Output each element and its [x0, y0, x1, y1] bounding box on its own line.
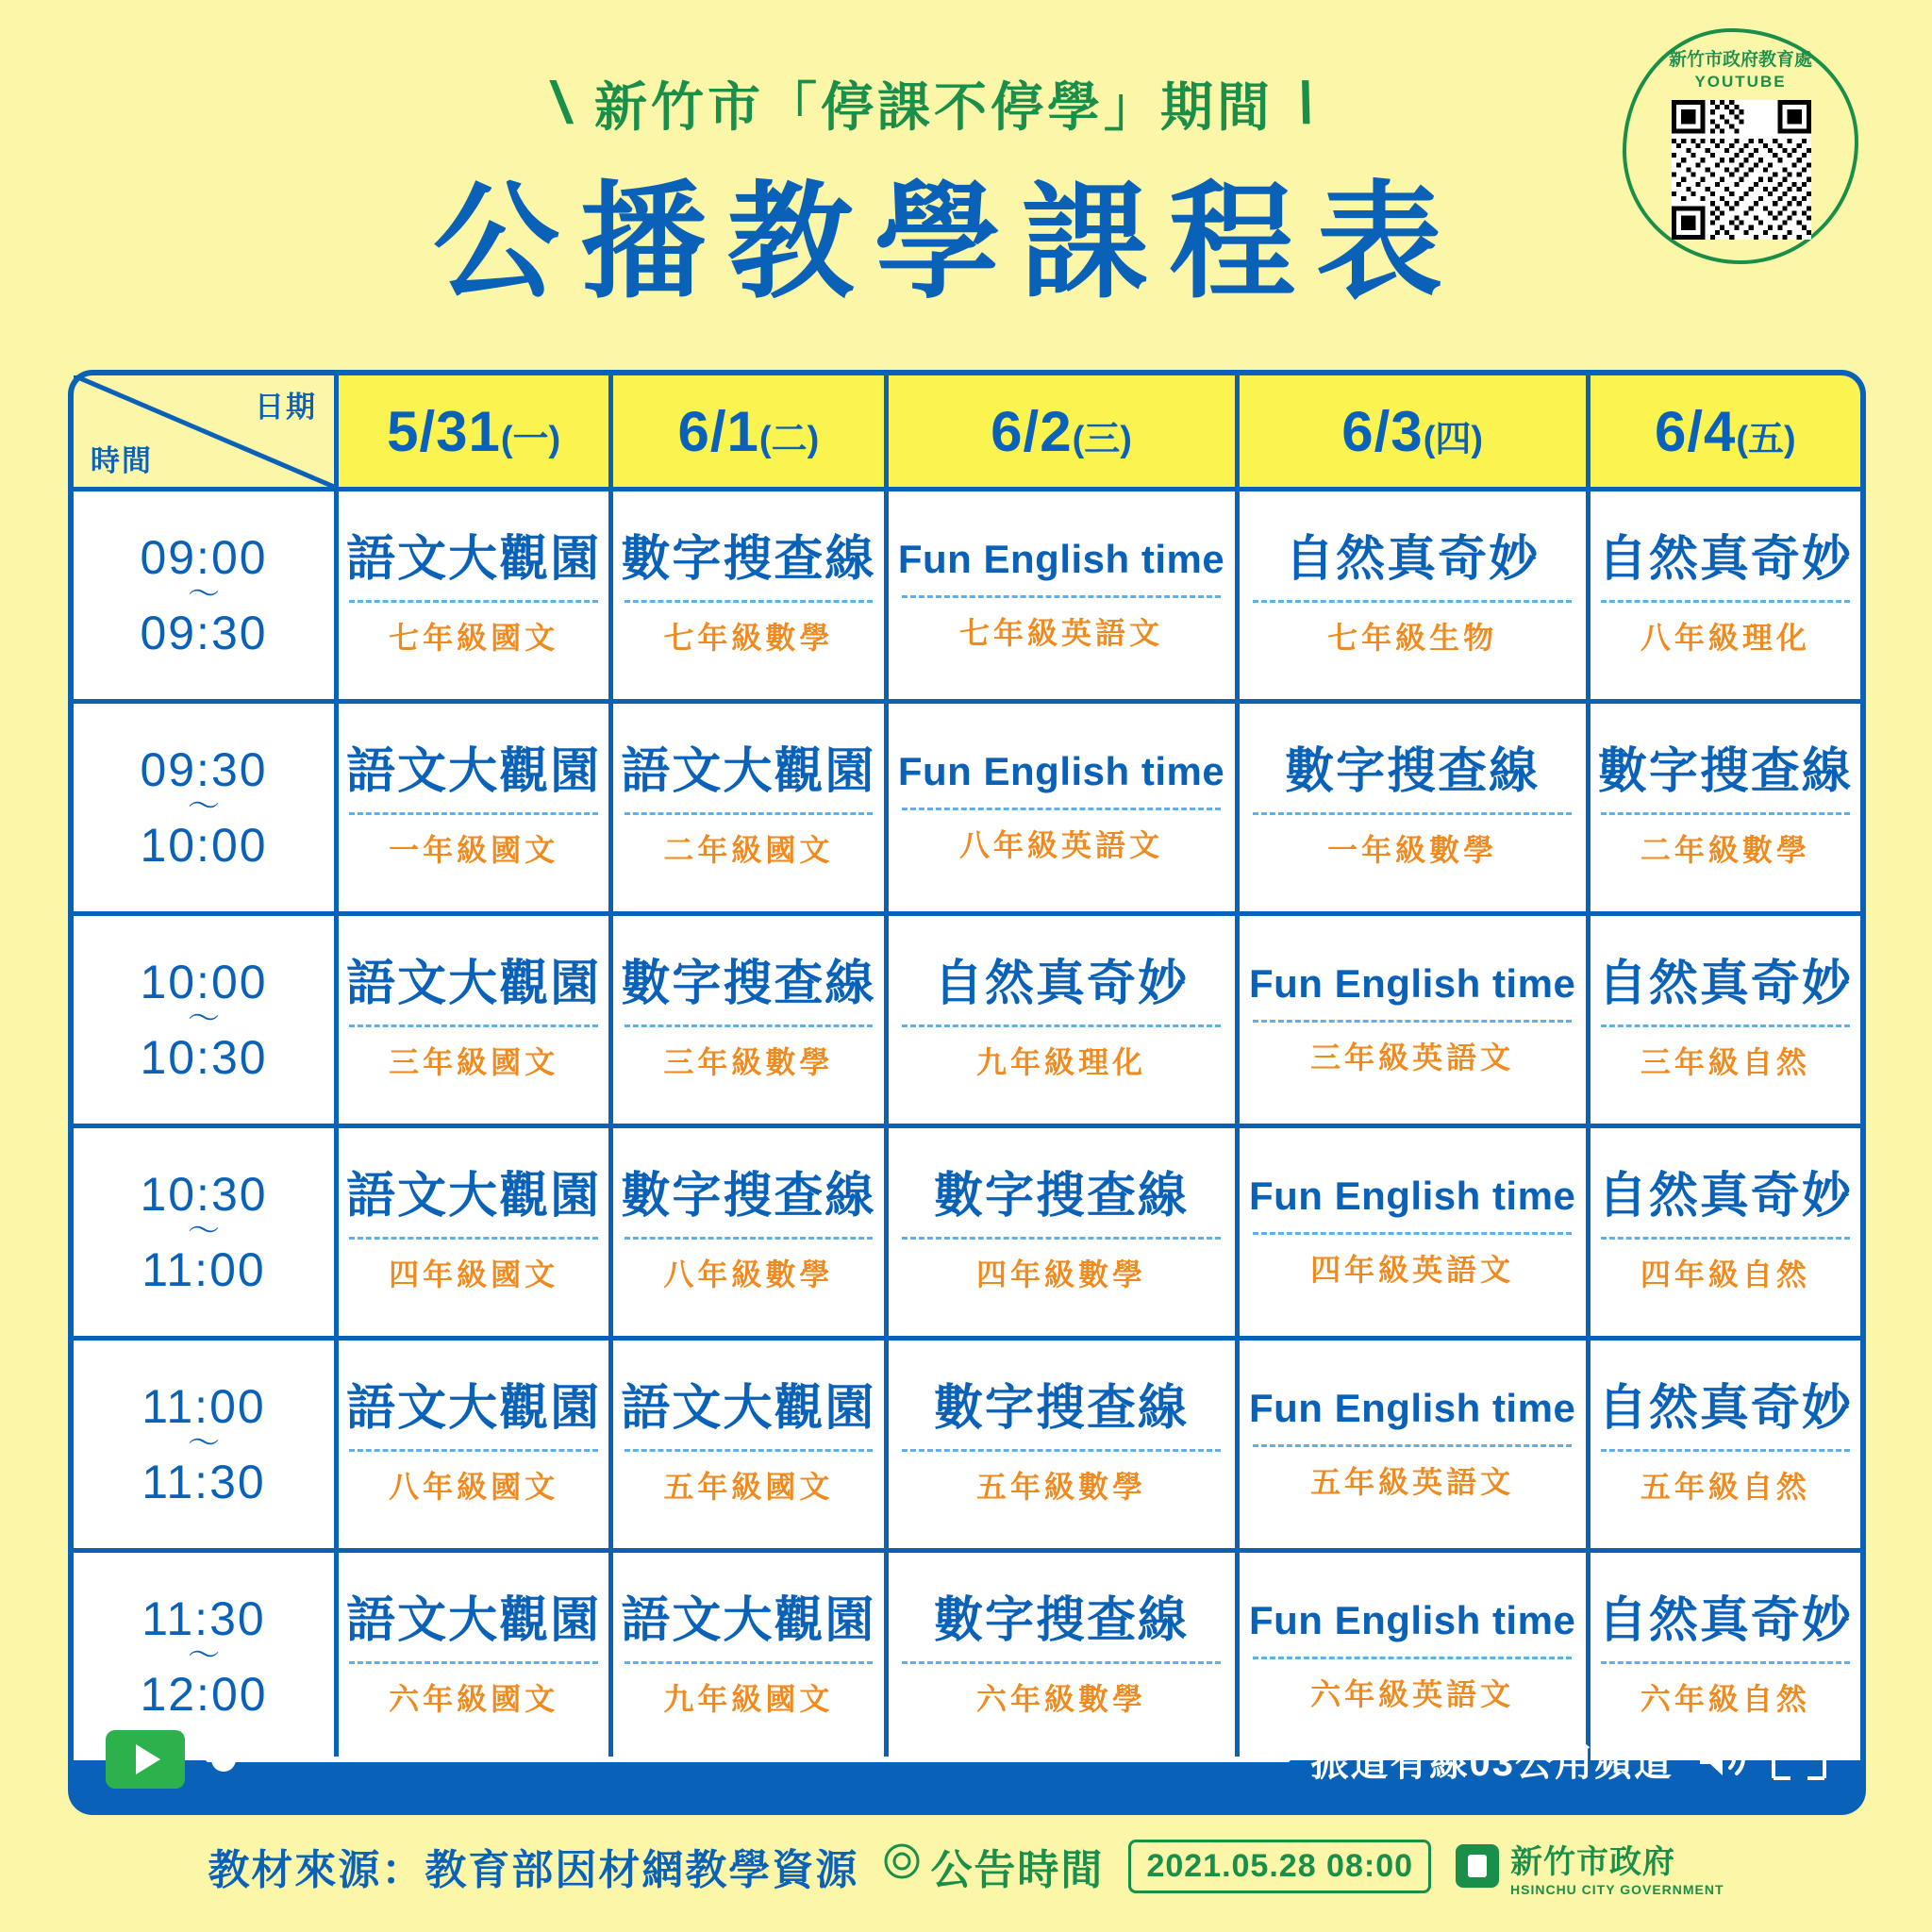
- header: [0, 0, 1932, 358]
- course-title: 數字搜查線: [934, 1592, 1190, 1648]
- course-title: Fun English time: [1248, 961, 1576, 1007]
- footer: [0, 1832, 1932, 1900]
- time-start-4: 11:00: [142, 1380, 266, 1434]
- volume-icon[interactable]: [1694, 1735, 1749, 1785]
- cell-r2-c3[interactable]: [1235, 911, 1586, 1124]
- cell-divider: [349, 1237, 597, 1240]
- course-grade: 六年級自然: [1640, 1682, 1810, 1717]
- course-grade: 八年級英語文: [959, 827, 1164, 862]
- table-row: [74, 1336, 1860, 1548]
- cell-r3-c3[interactable]: [1235, 1124, 1586, 1336]
- course-title: Fun English time: [897, 749, 1225, 794]
- cell-r2-c4[interactable]: [1586, 911, 1860, 1124]
- day-date-1: 6/1: [677, 399, 759, 463]
- cell-divider: [625, 1449, 873, 1452]
- fullscreen-icon[interactable]: [1770, 1737, 1828, 1782]
- course-grade: 六年級數學: [976, 1682, 1147, 1717]
- time-end-5: 12:00: [140, 1667, 268, 1721]
- cell-divider: [349, 600, 597, 603]
- gov-name-en: HSINCHU CITY GOVERNMENT: [1510, 1881, 1724, 1897]
- cell-r0-c4[interactable]: [1586, 487, 1860, 699]
- course-grade: 四年級自然: [1640, 1257, 1810, 1292]
- cell-divider: [625, 1661, 873, 1664]
- course-title: 語文大觀園: [346, 1380, 602, 1436]
- cell-divider: [1601, 1237, 1849, 1240]
- time-end-2: 10:30: [140, 1030, 268, 1084]
- day-weekday-4: (五): [1736, 419, 1796, 459]
- course-title: 自然真奇妙: [1597, 1380, 1853, 1436]
- course-grade: 七年級英語文: [959, 615, 1164, 650]
- time-end-4: 11:30: [142, 1455, 266, 1508]
- cell-divider: [1601, 812, 1849, 815]
- course-grade: 三年級英語文: [1310, 1040, 1515, 1074]
- course-title: 語文大觀園: [621, 743, 876, 799]
- day-header-4: [1586, 375, 1860, 487]
- course-grade: 四年級國文: [389, 1257, 559, 1292]
- time-sep-0: 〜: [188, 576, 220, 613]
- course-title: 數字搜查線: [621, 956, 876, 1011]
- table-row: [74, 699, 1860, 911]
- time-slot-2: [74, 911, 334, 1124]
- play-icon[interactable]: [106, 1730, 185, 1789]
- announce-timestamp: 2021.05.28 08:00: [1128, 1840, 1431, 1893]
- page-title: 公播教學課程表: [432, 173, 1463, 313]
- gov-logo: [1456, 1836, 1724, 1897]
- course-title: 自然真奇妙: [934, 956, 1190, 1011]
- time-end-3: 11:00: [142, 1242, 266, 1296]
- day-date-4: 6/4: [1654, 399, 1737, 463]
- cell-r0-c1[interactable]: [608, 487, 883, 699]
- course-grade: 三年級國文: [389, 1045, 559, 1080]
- course-grade: 七年級國文: [389, 621, 559, 656]
- qr-badge[interactable]: [1623, 28, 1858, 264]
- cell-divider: [902, 1661, 1221, 1664]
- course-grade: 四年級英語文: [1310, 1252, 1515, 1287]
- cell-r0-c3[interactable]: [1235, 487, 1586, 699]
- course-title: 語文大觀園: [346, 531, 602, 587]
- decor-slash-right: /: [1291, 71, 1322, 136]
- course-grade: 九年級國文: [663, 1682, 834, 1717]
- course-title: 語文大觀園: [621, 1380, 876, 1436]
- course-grade: 七年級生物: [1327, 621, 1498, 656]
- cell-r2-c1[interactable]: [608, 911, 883, 1124]
- corner-time-label: 時間: [91, 444, 153, 477]
- cell-divider: [625, 600, 873, 603]
- cell-divider: [1601, 600, 1849, 603]
- subtitle-row: [415, 66, 1453, 142]
- footer-announce: [883, 1836, 1104, 1896]
- course-grade: 八年級理化: [1640, 621, 1810, 656]
- course-title: Fun English time: [1248, 1598, 1576, 1643]
- course-grade: 六年級國文: [389, 1682, 559, 1717]
- course-grade: 五年級自然: [1640, 1470, 1810, 1505]
- cell-r3-c2[interactable]: [884, 1124, 1235, 1336]
- day-date-3: 6/3: [1341, 399, 1424, 463]
- course-grade: 三年級數學: [663, 1045, 834, 1080]
- cell-divider: [1601, 1661, 1849, 1664]
- course-grade: 九年級理化: [976, 1045, 1147, 1080]
- cell-divider: [1253, 1232, 1572, 1235]
- day-date-0: 5/31: [387, 399, 501, 463]
- day-weekday-1: (二): [758, 419, 820, 459]
- time-sep-2: 〜: [188, 1001, 220, 1038]
- cell-divider: [625, 812, 873, 815]
- cell-divider: [1253, 600, 1572, 603]
- corner-header: [74, 375, 334, 487]
- cell-r4-c2[interactable]: [884, 1336, 1235, 1548]
- qr-code-icon[interactable]: [1672, 100, 1811, 240]
- course-title: 語文大觀園: [346, 1168, 602, 1224]
- table-row: [74, 1124, 1860, 1336]
- course-title: 自然真奇妙: [1597, 531, 1853, 587]
- time-start-5: 11:30: [142, 1592, 266, 1646]
- cell-divider: [625, 1024, 873, 1027]
- gov-mark-icon: [1456, 1844, 1499, 1888]
- cell-divider: [1601, 1024, 1849, 1027]
- decor-slash-left: \: [546, 71, 577, 136]
- course-grade: 八年級國文: [389, 1470, 559, 1505]
- gov-text: [1510, 1836, 1724, 1897]
- table-row: [74, 911, 1860, 1124]
- cell-divider: [902, 1024, 1221, 1027]
- course-grade: 一年級國文: [389, 833, 559, 868]
- course-title: 數字搜查線: [621, 531, 876, 587]
- table-row: [74, 487, 1860, 699]
- time-start-3: 10:30: [140, 1168, 268, 1222]
- time-sep-4: 〜: [188, 1425, 220, 1462]
- cell-divider: [1253, 1020, 1572, 1023]
- course-title: 數字搜查線: [1597, 743, 1853, 799]
- day-weekday-2: (三): [1072, 419, 1132, 459]
- cell-divider: [902, 1237, 1221, 1240]
- qr-badge-label: [1623, 49, 1858, 92]
- schedule-panel: [68, 370, 1866, 1815]
- course-grade: 三年級自然: [1640, 1045, 1810, 1080]
- footer-source: 教材來源：教育部因材網教學資源: [208, 1847, 859, 1893]
- cell-divider: [349, 812, 597, 815]
- header-subtitle: 新竹市「停課不停學」期間: [594, 77, 1274, 137]
- cell-r4-c1[interactable]: [608, 1336, 883, 1548]
- course-title: 語文大觀園: [346, 743, 602, 799]
- cell-r4-c4[interactable]: [1586, 1336, 1860, 1548]
- player-bar: [68, 1704, 1866, 1815]
- course-title: 語文大觀園: [621, 1592, 876, 1648]
- time-sep-1: 〜: [188, 789, 220, 825]
- time-start-1: 09:30: [140, 743, 268, 797]
- day-weekday-3: (四): [1423, 419, 1483, 459]
- day-date-2: 6/2: [991, 399, 1073, 463]
- cell-r1-c4[interactable]: [1586, 699, 1860, 911]
- course-grade: 二年級國文: [663, 833, 834, 868]
- course-title: 數字搜查線: [934, 1168, 1190, 1224]
- clock-icon: [883, 1842, 921, 1890]
- course-grade: 七年級數學: [663, 621, 834, 656]
- cell-divider: [349, 1661, 597, 1664]
- time-end-1: 10:00: [140, 818, 268, 872]
- cell-r0-c2[interactable]: [884, 487, 1235, 699]
- course-grade: 五年級英語文: [1310, 1464, 1515, 1499]
- course-grade: 六年級英語文: [1310, 1676, 1515, 1711]
- course-title: 語文大觀園: [346, 956, 602, 1011]
- cell-r3-c1[interactable]: [608, 1124, 883, 1336]
- day-header-3: [1235, 375, 1586, 487]
- day-header-0: [334, 375, 608, 487]
- cell-divider: [1253, 812, 1572, 815]
- cell-r4-c0[interactable]: [334, 1336, 608, 1548]
- time-slot-1: [74, 699, 334, 911]
- course-grade: 四年級數學: [976, 1257, 1147, 1292]
- cell-divider: [625, 1237, 873, 1240]
- course-grade: 五年級數學: [976, 1470, 1147, 1505]
- cell-divider: [1253, 1657, 1572, 1659]
- course-title: Fun English time: [1248, 1386, 1576, 1431]
- time-sep-5: 〜: [188, 1638, 220, 1674]
- cell-divider: [902, 595, 1221, 598]
- cell-divider: [349, 1449, 597, 1452]
- cell-r3-c4[interactable]: [1586, 1124, 1860, 1336]
- cell-r4-c3[interactable]: [1235, 1336, 1586, 1548]
- play-triangle: [136, 1744, 160, 1774]
- footer-announce-label: 公告時間: [930, 1847, 1105, 1893]
- progress-slider[interactable]: [206, 1747, 1291, 1772]
- course-title: 自然真奇妙: [1597, 1592, 1853, 1648]
- cell-divider: [1253, 1444, 1572, 1447]
- course-grade: 一年級數學: [1327, 833, 1498, 868]
- course-title: 自然真奇妙: [1285, 531, 1541, 587]
- cell-r3-c0[interactable]: [334, 1124, 608, 1336]
- time-start-0: 09:00: [140, 531, 268, 585]
- gov-name: 新竹市政府: [1510, 1843, 1676, 1880]
- course-title: 數字搜查線: [621, 1168, 876, 1224]
- cell-r1-c0[interactable]: [334, 699, 608, 911]
- course-title: 語文大觀園: [346, 1592, 602, 1648]
- cell-r1-c3[interactable]: [1235, 699, 1586, 911]
- cell-r1-c1[interactable]: [608, 699, 883, 911]
- day-header-2: [884, 375, 1235, 487]
- time-start-2: 10:00: [140, 956, 268, 1009]
- cell-r0-c0[interactable]: [334, 487, 608, 699]
- time-slot-4: [74, 1336, 334, 1548]
- course-title: 自然真奇妙: [1597, 956, 1853, 1011]
- day-header-1: [608, 375, 883, 487]
- cell-divider: [349, 1024, 597, 1027]
- time-end-0: 09:30: [140, 606, 268, 659]
- schedule-body: [74, 487, 1860, 1760]
- day-weekday-0: (一): [500, 419, 561, 459]
- course-title: 數字搜查線: [1285, 743, 1541, 799]
- schedule-table: [74, 375, 1860, 1760]
- time-slot-3: [74, 1124, 334, 1336]
- course-title: Fun English time: [897, 537, 1225, 582]
- course-grade: 八年級數學: [663, 1257, 834, 1292]
- channel-label: 振道有線03公用頻道: [1310, 1741, 1674, 1784]
- corner-date-label: 日期: [255, 391, 317, 424]
- cell-r1-c2[interactable]: [884, 699, 1235, 911]
- table-header-row: [74, 375, 1860, 487]
- course-title: 自然真奇妙: [1597, 1168, 1853, 1224]
- course-grade: 二年級數學: [1640, 833, 1810, 868]
- qr-label-line1: 新竹市政府教育處: [1668, 50, 1812, 70]
- cell-r2-c0[interactable]: [334, 911, 608, 1124]
- time-sep-3: 〜: [188, 1213, 220, 1250]
- cell-divider: [902, 808, 1221, 810]
- course-grade: 五年級國文: [663, 1470, 834, 1505]
- course-title: Fun English time: [1248, 1174, 1576, 1219]
- cell-divider: [902, 1449, 1221, 1452]
- course-title: 數字搜查線: [934, 1380, 1190, 1436]
- progress-knob[interactable]: [211, 1747, 236, 1772]
- cell-r2-c2[interactable]: [884, 911, 1235, 1124]
- time-slot-0: [74, 487, 334, 699]
- cell-divider: [1601, 1449, 1849, 1452]
- qr-label-line2: YOUTUBE: [1694, 72, 1787, 91]
- progress-track: [206, 1757, 1291, 1762]
